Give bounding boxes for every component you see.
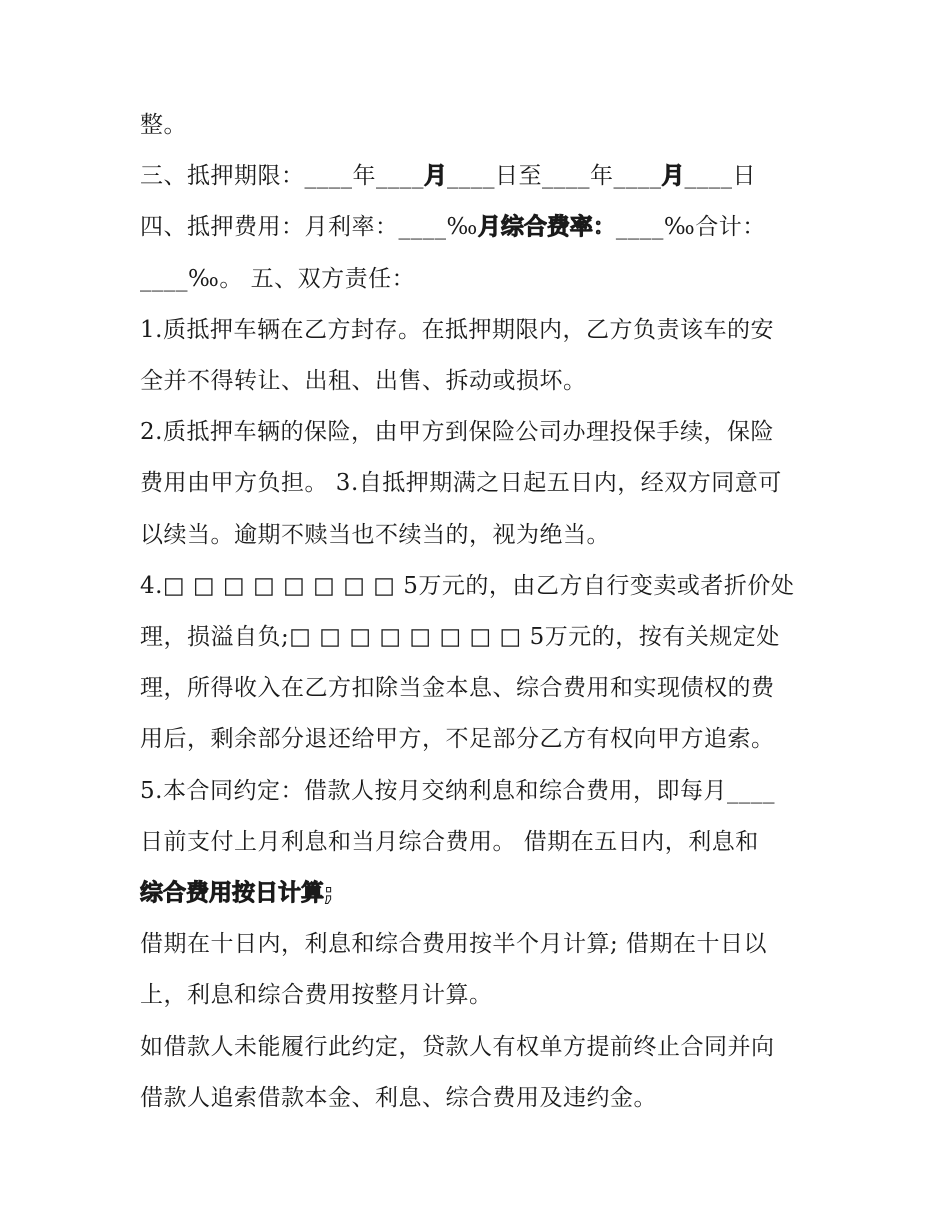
term-range: ____日至____年____ bbox=[447, 163, 662, 190]
text-line-6: 全并不得转让、出租、出售、拆动或损坏。 bbox=[140, 368, 587, 395]
text-line-20: 借款人追索借款本金、利息、综合费用及违约金。 bbox=[140, 1084, 657, 1111]
text-line-2 bbox=[140, 151, 820, 202]
fee-label: 四、抵押费用：月利率：____‰ bbox=[140, 214, 478, 241]
text-line-8: 费用由甲方负担。 3.自抵押期满之日起五日内，经双方同意可 bbox=[140, 470, 782, 497]
text-line-7: 2.质抵押车辆的保险，由甲方到保险公司办理投保手续，保险 bbox=[140, 419, 774, 446]
text-line-9: 以续当。逾期不赎当也不续当的，视为绝当。 bbox=[140, 521, 610, 548]
text-line-5: 1.质抵押车辆在乙方封存。在抵押期限内，乙方负责该车的安 bbox=[140, 316, 774, 343]
term-month-start: 月 bbox=[424, 163, 447, 190]
text-line-16 bbox=[140, 868, 820, 919]
daily-calc-heading: 综合费用按日计算; bbox=[140, 880, 334, 907]
text-line-3 bbox=[140, 202, 820, 253]
text-line-12: 理，所得收入在乙方扣除当金本息、综合费用和实现债权的费 bbox=[140, 675, 775, 702]
text-line-14: 5.本合同约定：借款人按月交纳利息和综合费用，即每月____ bbox=[140, 777, 775, 804]
contract-text bbox=[140, 100, 820, 1124]
text-line-17: 借期在十日内，利息和综合费用按半个月计算; 借期在十日以 bbox=[140, 931, 768, 958]
text-line-13: 用后，剩余部分退还给甲方，不足部分乙方有权向甲方追索。 bbox=[140, 726, 775, 753]
term-day-end: ____日 bbox=[684, 163, 756, 190]
text-line-11: 理，损溢自负;□ □ □ □ □ □ □ □ 5万元的，按有关规定处 bbox=[140, 624, 780, 651]
text-line-1: 整。 bbox=[140, 112, 187, 138]
text-line-10: 4.□ □ □ □ □ □ □ □ 5万元的，由乙方自行变卖或者折价处 bbox=[140, 572, 795, 599]
text-line-4: ____‰。 五、双方责任： bbox=[140, 265, 416, 292]
term-label: 三、抵押期限：____年____ bbox=[140, 163, 424, 190]
text-line-18: 上，利息和综合费用按整月计算。 bbox=[140, 982, 493, 1009]
text-line-15: 日前支付上月利息和当月综合费用。 借期在五日内，利息和 bbox=[140, 828, 759, 855]
fee-total-label: ____‰合计： bbox=[615, 214, 766, 241]
fee-rate-label: 月综合费率： bbox=[477, 214, 616, 241]
text-line-19: 如借款人未能履行此约定，贷款人有权单方提前终止合同并向 bbox=[140, 1033, 775, 1060]
term-month-end: 月 bbox=[661, 163, 685, 190]
